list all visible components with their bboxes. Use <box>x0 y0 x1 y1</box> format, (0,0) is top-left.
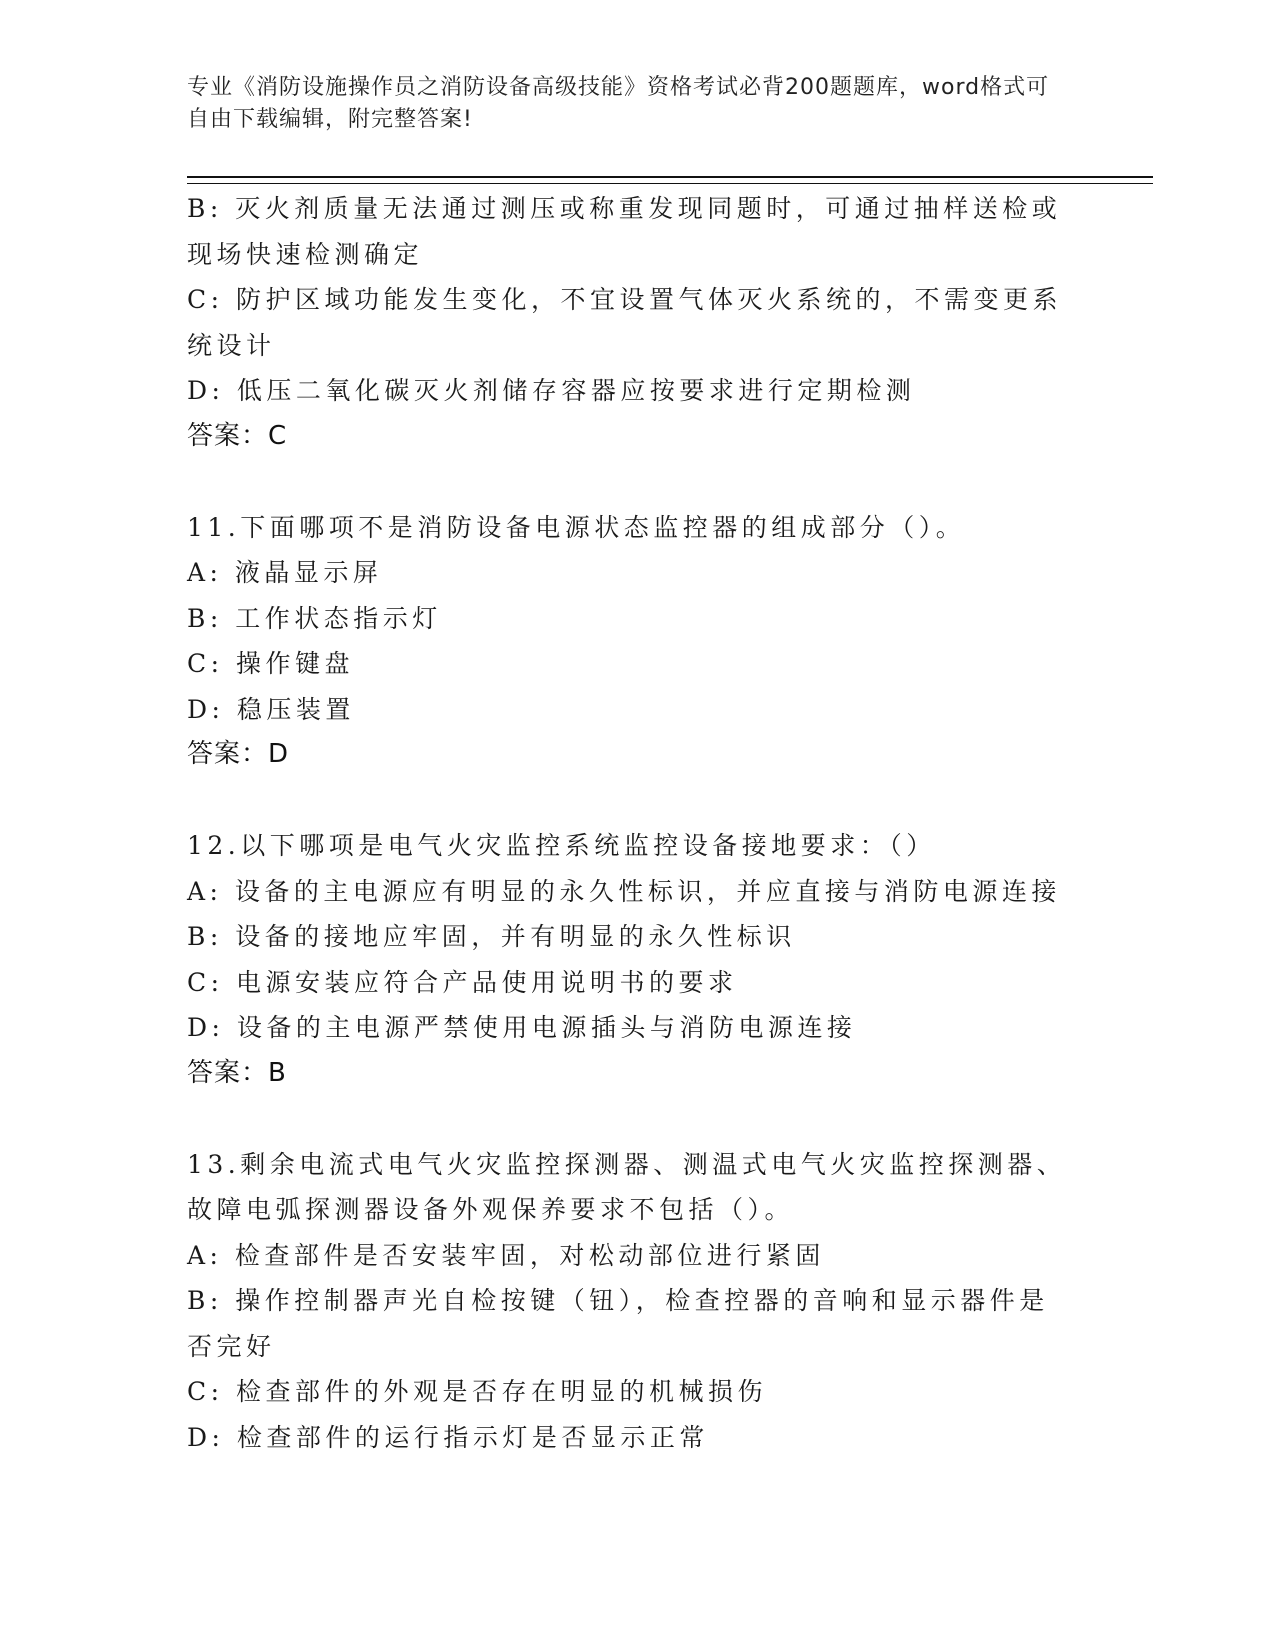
option-d: D: 检查部件的运行指示灯是否显示正常 <box>187 1422 709 1452</box>
option-a: A: 液晶显示屏 <box>187 558 383 587</box>
header-divider <box>187 176 1153 184</box>
option-a: A: 设备的主电源应有明显的永久性标识，并应直接与消防电源连接 <box>187 876 1061 906</box>
answer: 答案：C <box>187 420 288 451</box>
question-13 <box>187 1142 1067 1461</box>
option-d: D: 设备的主电源严禁使用电源插头与消防电源连接 <box>187 1013 857 1042</box>
option-b: B: 工作状态指示灯 <box>187 603 442 633</box>
question-12 <box>187 823 1067 1096</box>
answer: 答案：B <box>187 1057 287 1088</box>
question-stem: 12.以下哪项是电气火灾监控系统监控设备接地要求：（） <box>187 831 936 860</box>
option-c: C: 操作键盘 <box>187 649 354 678</box>
question-stem: 13.剩余电流式电气火灾监控探测器、测温式电气火灾监控探测器、故障电弧探测器设备外观保养要求不包括（）。 <box>187 1149 1067 1224</box>
option-a: A: 检查部件是否安装牢固，对松动部位进行紧固 <box>187 1240 825 1270</box>
question-content <box>187 186 1067 1460</box>
option-c: C: 防护区域功能发生变化，不宜设置气体灭火系统的，不需变更系统设计 <box>187 285 1063 360</box>
option-c: C: 电源安装应符合产品使用说明书的要求 <box>187 967 738 997</box>
document-header: 专业《消防设施操作员之消防设备高级技能》资格考试必背200题题库，word格式可自由下载编辑，附完整答案! <box>187 75 1050 132</box>
continued-question <box>187 186 1067 459</box>
option-c: C: 检查部件的外观是否存在明显的机械损伤 <box>187 1377 767 1406</box>
question-stem: 11.下面哪项不是消防设备电源状态监控器的组成部分（）。 <box>187 512 966 542</box>
answer: 答案：D <box>187 739 290 769</box>
option-d: D: 稳压装置 <box>187 694 355 724</box>
option-b: B: 操作控制器声光自检按键（钮），检查控器的音响和显示器件是否完好 <box>187 1286 1049 1361</box>
option-b: B: 灭火剂质量无法通过测压或称重发现同题时，可通过抽样送检或现场快速检测确定 <box>187 194 1062 269</box>
option-d: D: 低压二氧化碳灭火剂储存容器应按要求进行定期检测 <box>187 376 916 405</box>
option-b: B: 设备的接地应牢固，并有明显的永久性标识 <box>187 922 796 951</box>
question-11 <box>187 505 1067 778</box>
